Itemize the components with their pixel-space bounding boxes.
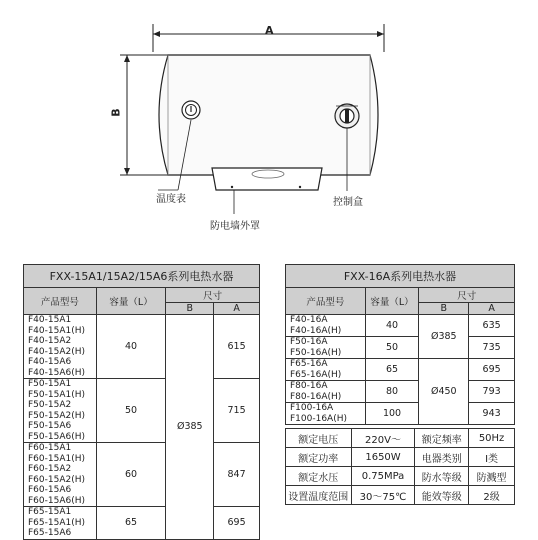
- spec-value: 220V～: [351, 429, 415, 448]
- table1-row0-a: 615: [214, 315, 260, 379]
- table2-row2-capacity: 65: [365, 359, 419, 381]
- table2-b-group-1: Ø450: [419, 359, 469, 425]
- table1-header-b: B: [166, 303, 214, 315]
- spec-label: 额定功率: [286, 448, 352, 467]
- table-row: [286, 403, 515, 425]
- table-15a-series: [23, 264, 260, 540]
- table-row: [24, 443, 260, 507]
- table2-b-group-0: Ø385: [419, 315, 469, 359]
- table-row: [24, 379, 260, 443]
- table2-row4-capacity: 100: [365, 403, 419, 425]
- table2-row4-a: 943: [469, 403, 515, 425]
- control-box-label: 控制盒: [333, 197, 363, 208]
- table1-header-capacity: 容量（L）: [96, 288, 166, 315]
- spec-value: 30～75℃: [351, 486, 415, 505]
- table1-header-model: 产品型号: [24, 288, 97, 315]
- table1-title: FXX-15A1/15A2/15A6系列电热水器: [24, 265, 260, 288]
- table2-row2-a: 695: [469, 359, 515, 381]
- spec-label: 额定频率: [415, 429, 469, 448]
- table2-row0-models: F40-16A F40-16A(H): [286, 315, 366, 337]
- spec-value: 0.75MPa: [351, 467, 415, 486]
- dimension-b-label: B: [109, 108, 123, 117]
- table1-row3-capacity: 65: [96, 507, 166, 540]
- table1-row1-a: 715: [214, 379, 260, 443]
- spec-value: 50Hz: [469, 429, 515, 448]
- table2-header-capacity: 容量（L）: [365, 288, 419, 315]
- spec-label: 能效等级: [415, 486, 469, 505]
- table-row: [286, 315, 515, 337]
- table2-row3-capacity: 80: [365, 381, 419, 403]
- table2-header-a: A: [469, 303, 515, 315]
- table2-header-b: B: [419, 303, 469, 315]
- table2-row0-capacity: 40: [365, 315, 419, 337]
- table1-row2-capacity: 60: [96, 443, 166, 507]
- table1-row2-models: F60-15A1 F60-15A1(H) F60-15A2 F60-15A2(H) F60-15A6 F60-15A6(H): [24, 443, 97, 507]
- table2-row1-models: F50-16A F50-16A(H): [286, 337, 366, 359]
- table1-row1-models: F50-15A1 F50-15A1(H) F50-15A2 F50-15A2(H) F50-15A6 F50-15A6(H): [24, 379, 97, 443]
- spec-label: 防水等级: [415, 467, 469, 486]
- table-16a-series: [285, 264, 515, 425]
- water-heater-diagram: [0, 0, 538, 250]
- table-row: [286, 429, 515, 448]
- water-heater-drawing: [0, 0, 538, 250]
- table1-shared-b: Ø385: [166, 315, 214, 540]
- spec-label: 设置温度范围: [286, 486, 352, 505]
- spec-label: 电器类别: [415, 448, 469, 467]
- spec-value: 2级: [469, 486, 515, 505]
- table1-row0-capacity: 40: [96, 315, 166, 379]
- table-row: [24, 507, 260, 540]
- dimension-a-label: A: [265, 24, 274, 37]
- table1-row2-a: 847: [214, 443, 260, 507]
- table2-row3-models: F80-16A F80-16A(H): [286, 381, 366, 403]
- spec-label: 额定水压: [286, 467, 352, 486]
- table2-row0-a: 635: [469, 315, 515, 337]
- spec-value: 防溅型: [469, 467, 515, 486]
- table-row: [286, 359, 515, 381]
- table1-row3-models: F65-15A1 F65-15A1(H) F65-15A6: [24, 507, 97, 540]
- table1-header-a: A: [214, 303, 260, 315]
- table2-title: FXX-16A系列电热水器: [286, 265, 515, 288]
- spec-value: 1650W: [351, 448, 415, 467]
- table2-row1-capacity: 50: [365, 337, 419, 359]
- table-row: [286, 448, 515, 467]
- table-row: [286, 467, 515, 486]
- table-row: [286, 381, 515, 403]
- table1-header-size: 尺寸: [166, 288, 260, 303]
- spec-label: 额定电压: [286, 429, 352, 448]
- table1-row1-capacity: 50: [96, 379, 166, 443]
- table-row: [286, 337, 515, 359]
- table1-row3-a: 695: [214, 507, 260, 540]
- table2-header-model: 产品型号: [286, 288, 366, 315]
- thermometer-label: 温度表: [156, 194, 186, 205]
- table2-row3-a: 793: [469, 381, 515, 403]
- specs-table: [285, 428, 515, 505]
- table2-row2-models: F65-16A F65-16A(H): [286, 359, 366, 381]
- table2-header-size: 尺寸: [419, 288, 515, 303]
- spec-value: I类: [469, 448, 515, 467]
- table2-row1-a: 735: [469, 337, 515, 359]
- anti-shock-cover-label: 防电墙外罩: [210, 221, 260, 232]
- table-row: [286, 486, 515, 505]
- table1-row0-models: F40-15A1 F40-15A1(H) F40-15A2 F40-15A2(H) F40-15A6 F40-15A6(H): [24, 315, 97, 379]
- table2-row4-models: F100-16A F100-16A(H): [286, 403, 366, 425]
- table-row: [24, 315, 260, 379]
